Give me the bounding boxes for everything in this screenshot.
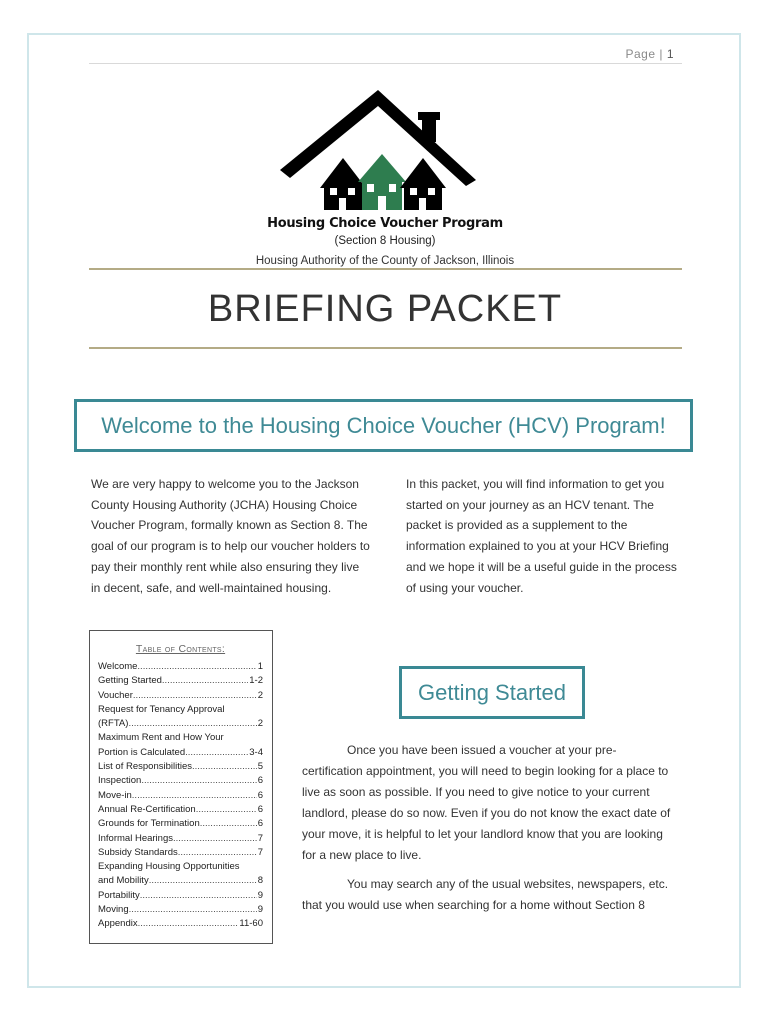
toc-leader-dots xyxy=(132,789,257,803)
toc-item-label: Moving xyxy=(98,904,129,916)
toc-list xyxy=(98,660,263,932)
toc-item-label: and Mobility xyxy=(98,875,149,887)
toc-item xyxy=(98,703,263,732)
toc-item-label: List of Responsibilities xyxy=(98,761,192,773)
toc-leader-dots xyxy=(149,874,257,888)
toc-item-label: Expanding Housing Opportunities xyxy=(98,861,240,873)
house-logo-icon xyxy=(270,88,490,218)
getting-started-text xyxy=(302,740,677,924)
getting-started-heading: Getting Started xyxy=(418,679,566,705)
toc-item-page: 6 xyxy=(257,789,263,801)
toc-item-page: 6 xyxy=(257,775,263,787)
toc-item xyxy=(98,817,263,831)
title-top-rule xyxy=(89,268,682,270)
toc-leader-dots xyxy=(129,903,257,917)
page-label: Page xyxy=(625,47,656,61)
toc-leader-dots xyxy=(185,746,248,760)
toc-title: Table of Contents: xyxy=(135,643,226,655)
toc-item-label: Voucher xyxy=(98,689,133,701)
toc-leader-dots xyxy=(178,846,257,860)
toc-item-page: 1-2 xyxy=(249,675,263,687)
logo-subtitle: (Section 8 Housing) xyxy=(334,235,436,247)
toc-item-label: Request for Tenancy Approval xyxy=(98,703,225,715)
toc-item-page: 2 xyxy=(257,718,263,730)
table-of-contents xyxy=(89,630,273,944)
toc-item-page: 8 xyxy=(257,875,263,887)
toc-item-label: Portability xyxy=(98,889,140,901)
welcome-heading: Welcome to the Housing Choice Voucher (HCV) Program! xyxy=(101,412,666,438)
toc-leader-dots xyxy=(138,917,239,931)
toc-item-page: 5 xyxy=(257,761,263,773)
toc-item xyxy=(98,846,263,860)
toc-item xyxy=(98,903,263,917)
toc-item xyxy=(98,832,263,846)
page-number-value: 1 xyxy=(666,47,674,61)
toc-item-label: Subsidy Standards xyxy=(98,846,178,858)
intro-left-paragraph: We are very happy to welcome you to the Jackson County Housing Authority (JCHA) Housing Choice Voucher Program, formally known as Section 8. The goal of our program is to help our voucher holders to pay their monthly rent while also ensuring they live in decent, safe, and well-maintained housing. xyxy=(91,477,370,595)
toc-item xyxy=(98,731,263,760)
toc-leader-dots xyxy=(162,674,248,688)
toc-item-label: Welcome xyxy=(98,661,138,672)
authority-name: Housing Authority of the County of Jackson, Illinois xyxy=(255,255,515,267)
header-divider xyxy=(89,63,682,64)
toc-item-label: Appendix xyxy=(98,918,138,930)
toc-item-page: 7 xyxy=(257,832,263,844)
toc-item-page: 9 xyxy=(257,889,263,901)
page-separator: | xyxy=(659,47,663,61)
toc-item-page: 9 xyxy=(257,904,263,916)
toc-item-page: 1 xyxy=(257,661,263,672)
toc-leader-dots xyxy=(137,660,256,674)
toc-leader-dots xyxy=(192,760,257,774)
toc-item xyxy=(98,789,263,803)
toc-item xyxy=(98,803,263,817)
toc-item-page: 7 xyxy=(257,846,263,858)
getting-started-paragraph-1: Once you have been issued a voucher at your pre-certification appointment, you will need to begin looking for a place to live as soon as possible. If you need to give notice to your current landlord, please do so now. Even if you do not know the exact date of your move, it is helpful to let your landlord know that you are looking for a new place to live. xyxy=(302,743,671,862)
welcome-heading-box xyxy=(74,399,693,452)
toc-item-label: Getting Started xyxy=(98,675,162,687)
toc-item-page: 6 xyxy=(257,818,263,830)
toc-item-label: Move-in xyxy=(98,789,132,801)
toc-item xyxy=(98,689,263,703)
toc-leader-dots xyxy=(196,803,257,817)
toc-item-label: Inspection xyxy=(98,775,142,787)
toc-item xyxy=(98,660,263,674)
toc-leader-dots xyxy=(200,817,257,831)
title-bottom-rule xyxy=(89,347,682,349)
toc-item xyxy=(98,860,263,889)
toc-item-label: Informal Hearings xyxy=(98,832,173,844)
toc-item-label: (RFTA) xyxy=(98,718,129,730)
toc-item-label: Portion is Calculated xyxy=(98,746,186,758)
toc-leader-dots xyxy=(173,832,257,846)
toc-item-page: 6 xyxy=(257,803,263,815)
intro-right-paragraph: In this packet, you will find information to get you started on your journey as an HCV tenant. The packet is provided as a supplement to the information explained to you at your HCV Briefing and we hope it will be a useful guide in the process of using your voucher. xyxy=(406,477,677,595)
logo-title: Housing Choice Voucher Program xyxy=(267,216,503,231)
getting-started-heading-box xyxy=(399,666,585,719)
toc-item-page: 3-4 xyxy=(249,746,263,758)
toc-item xyxy=(98,674,263,688)
toc-leader-dots xyxy=(128,717,256,731)
getting-started-paragraph-2: You may search any of the usual websites, newspapers, etc. that you would use when searching for a home without Section 8 xyxy=(302,877,669,912)
toc-item xyxy=(98,760,263,774)
toc-item-page: 11-60 xyxy=(239,918,263,930)
toc-item xyxy=(98,889,263,903)
page-number xyxy=(625,47,674,61)
toc-leader-dots xyxy=(133,689,257,703)
toc-item-page: 2 xyxy=(257,689,263,701)
toc-item-label: Maximum Rent and How Your xyxy=(98,732,224,744)
toc-item xyxy=(98,774,263,788)
toc-item-label: Annual Re-Certification xyxy=(98,803,196,815)
toc-item-label: Grounds for Termination xyxy=(98,818,200,830)
toc-leader-dots xyxy=(140,889,257,903)
page-title: BRIEFING PACKET xyxy=(207,288,563,330)
toc-leader-dots xyxy=(141,774,256,788)
toc-item xyxy=(98,917,263,931)
